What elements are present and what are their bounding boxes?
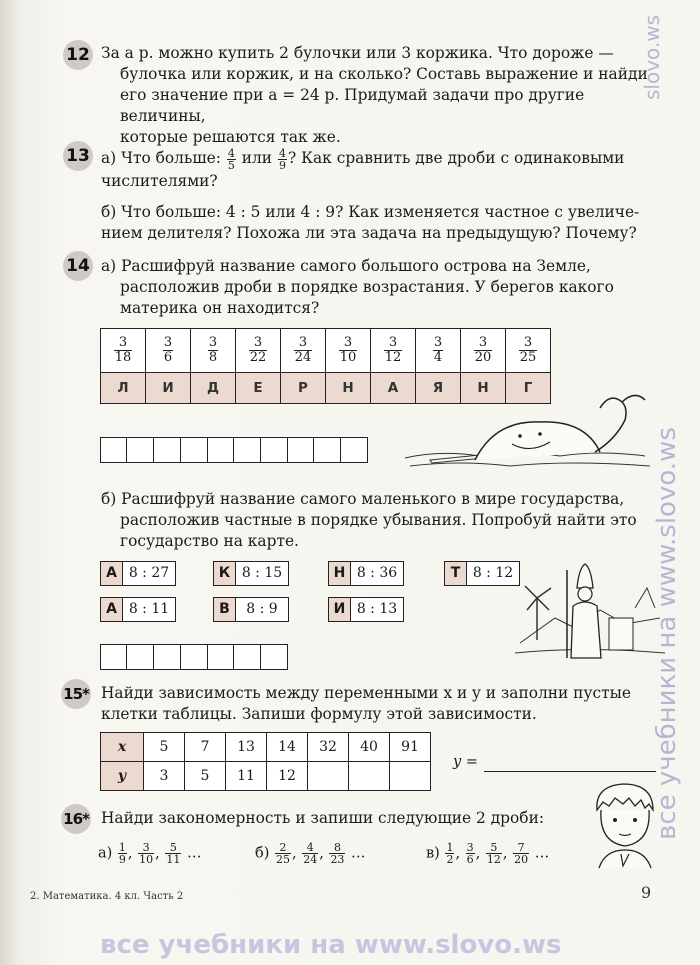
task-13-a-line2: числителями? [101,172,218,190]
task-14b-line: расположив частные в порядке убывания. Попробуй найти это [120,511,637,529]
task-12-line: булочка или коржик, и на сколько? Составь выражение и найди [120,65,648,83]
vatican-illustration [515,558,665,663]
xy-table [100,732,431,791]
fraction: $\frac{1}{9}$ [118,841,126,866]
sequence-label: а) [98,845,117,862]
watermark-bottom: все учебники на www.slovo.ws [100,930,562,960]
task-15-text [101,683,661,725]
fraction: $\frac{3}{6}$ [466,841,474,866]
task-12-line: За a р. можно купить 2 булочки или 3 коржика. Что дороже — [101,44,614,62]
letter-cell: Е [236,373,281,404]
answer-box[interactable] [313,437,341,463]
letter-cell: А [371,373,416,404]
task-16-text: Найди закономерность и запиши следующие 2 дроби: [101,809,545,827]
fraction: $\frac{3}{10}$ [139,841,154,866]
separator: , [455,845,465,862]
y-cell: 11 [226,762,267,791]
fraction: $\frac{5}{12}$ [486,841,501,866]
footer-text: 2. Математика. 4 кл. Часть 2 [30,891,184,902]
ellipsis: … [351,845,366,862]
task-number-15: 15* [61,679,91,709]
x-cell: 91 [390,733,431,762]
task-14a-text [101,256,661,319]
task-12-text [101,43,661,148]
task-14a-line: а) Расшифруй название самого большого острова на Земле, [101,257,591,275]
letter-cell: Н [326,373,371,404]
task-13-a-suffix: ? Как сравнить две дроби с одинаковыми [287,149,625,167]
fraction: $\frac{3}{12}$ [384,335,402,365]
task-13-a-or: или [241,149,273,167]
quotient-card: А 8 : 27 [100,561,176,586]
separator: , [155,845,165,862]
fraction: $\frac{4}{24}$ [303,841,318,866]
x-row [101,733,431,762]
sequence-label: б) [255,845,274,862]
answer-box[interactable] [126,644,154,670]
answer-box[interactable] [153,644,181,670]
task-13-b-line1: б) Что больше: 4 : 5 или 4 : 9? Как изменяется частное с увеличе- [101,203,640,221]
letter-cell: Р [281,373,326,404]
x-cell: 5 [144,733,185,762]
letter-cell: Г [506,373,551,404]
answer-box[interactable] [260,437,288,463]
task-14b-line: б) Расшифруй название самого маленького в мире государства, [101,490,625,508]
x-cell: 13 [226,733,267,762]
fraction: $\frac{3}{6}$ [163,335,173,365]
x-cell: 32 [308,733,349,762]
letter-cell: Л [101,373,146,404]
answer-box[interactable] [340,437,368,463]
separator: , [127,845,138,862]
fraction: $\frac{3}{25}$ [519,335,537,365]
task-14b-text [101,489,661,552]
fraction: $\frac{8}{23}$ [330,841,345,866]
y-row [101,762,431,791]
fraction: $\frac{3}{10}$ [339,335,357,365]
answer-box[interactable] [180,437,208,463]
task-13-b-line2: нием делителя? Похожа ли эта задача на предыдущую? Почему? [101,224,637,242]
answer-box[interactable] [207,644,235,670]
sequence-label: в) [426,845,445,862]
task-number-16: 16* [61,804,91,834]
y-empty-cell[interactable] [349,762,390,791]
ellipsis: … [534,845,550,862]
formula-answer-line[interactable] [484,771,656,772]
fraction: $\frac{3}{8}$ [208,335,218,365]
y-cell: 5 [185,762,226,791]
task-14a-line: расположив дроби в порядке возрастания. У берегов какого [120,278,614,296]
task-13-a-prefix: а) Что больше: [101,149,221,167]
task-number-14: 14 [63,251,93,281]
quotient-card: Н 8 : 36 [328,561,404,586]
letter-cell: Д [191,373,236,404]
watermark-top: slovo.ws [640,14,664,100]
fraction-cell [506,329,551,373]
sequence-b [255,842,366,865]
answer-box[interactable] [287,437,315,463]
fraction-cell [326,329,371,373]
fraction: $\frac{3}{4}$ [433,335,443,365]
answer-box[interactable] [153,437,181,463]
fraction: $\frac{7}{20}$ [514,841,529,866]
whale-illustration [400,380,660,480]
answer-box[interactable] [126,437,154,463]
y-cell: 12 [267,762,308,791]
fraction: $\frac{4}{9}$ [278,146,286,172]
fraction-cell [371,329,416,373]
fraction-row [101,329,551,373]
fraction: $\frac{1}{2}$ [446,841,454,866]
quotient-card: А 8 : 11 [100,597,176,622]
task-12-line: его значение при a = 24 р. Придумай задачи про другие величины, [120,86,585,125]
answer-box[interactable] [180,644,208,670]
sequence-a [98,842,201,865]
x-cell: 7 [185,733,226,762]
separator: , [502,845,513,862]
formula-label: y = [453,754,478,770]
y-empty-cell[interactable] [390,762,431,791]
separator: , [292,845,302,862]
fraction: $\frac{3}{24}$ [294,335,312,365]
answer-box[interactable] [207,437,235,463]
fraction-cell [281,329,326,373]
separator: , [319,845,329,862]
sequence-c [426,842,549,865]
fraction-cell [416,329,461,373]
answer-box[interactable] [100,644,128,670]
quotient-card: И 8 : 13 [328,597,404,622]
task-13-text [101,145,661,244]
letter-cell: И [146,373,191,404]
fraction-cell [146,329,191,373]
x-cell: 14 [267,733,308,762]
answer-boxes-a[interactable] [101,437,368,463]
x-header: x [101,733,144,762]
fraction-cell [236,329,281,373]
fraction-cell [461,329,506,373]
answer-boxes-b[interactable] [101,644,288,670]
fraction: $\frac{3}{22}$ [249,335,267,365]
x-cell: 40 [349,733,390,762]
fraction: $\frac{3}{18}$ [114,335,132,365]
task-15-line: Найди зависимость между переменными x и y и заполни пустые [101,684,631,702]
quotient-card: В 8 : 9 [213,597,289,622]
answer-box[interactable] [100,437,128,463]
task-12-line: которые решаются так же. [120,128,341,146]
fraction: $\frac{5}{11}$ [166,841,181,866]
answer-box[interactable] [233,644,261,670]
answer-box[interactable] [260,644,288,670]
ellipsis: … [186,845,202,862]
fraction-cell [101,329,146,373]
task-14b-line: государство на карте. [120,532,299,550]
task-number-12: 12 [63,40,93,70]
fraction: $\frac{2}{25}$ [276,841,290,866]
fraction: $\frac{4}{5}$ [227,146,235,172]
task-14a-line: материка он находится? [120,299,320,317]
task-15-line: клетки таблицы. Запиши формулу этой зависимости. [101,705,537,723]
page-number: 9 [641,883,652,902]
task-number-13: 13 [63,141,93,171]
y-empty-cell[interactable] [308,762,349,791]
quotient-card: Т 8 : 12 [444,561,520,586]
letter-cell: Н [461,373,506,404]
letter-cell: Я [416,373,461,404]
separator: , [475,845,485,862]
quotient-card: К 8 : 15 [213,561,289,586]
answer-box[interactable] [233,437,261,463]
fraction: $\frac{3}{20}$ [474,335,492,365]
y-header: y [101,762,144,791]
y-cell: 3 [144,762,185,791]
watermark-vertical: все учебники на www.slovo.ws [652,427,682,840]
fraction-cell [191,329,236,373]
